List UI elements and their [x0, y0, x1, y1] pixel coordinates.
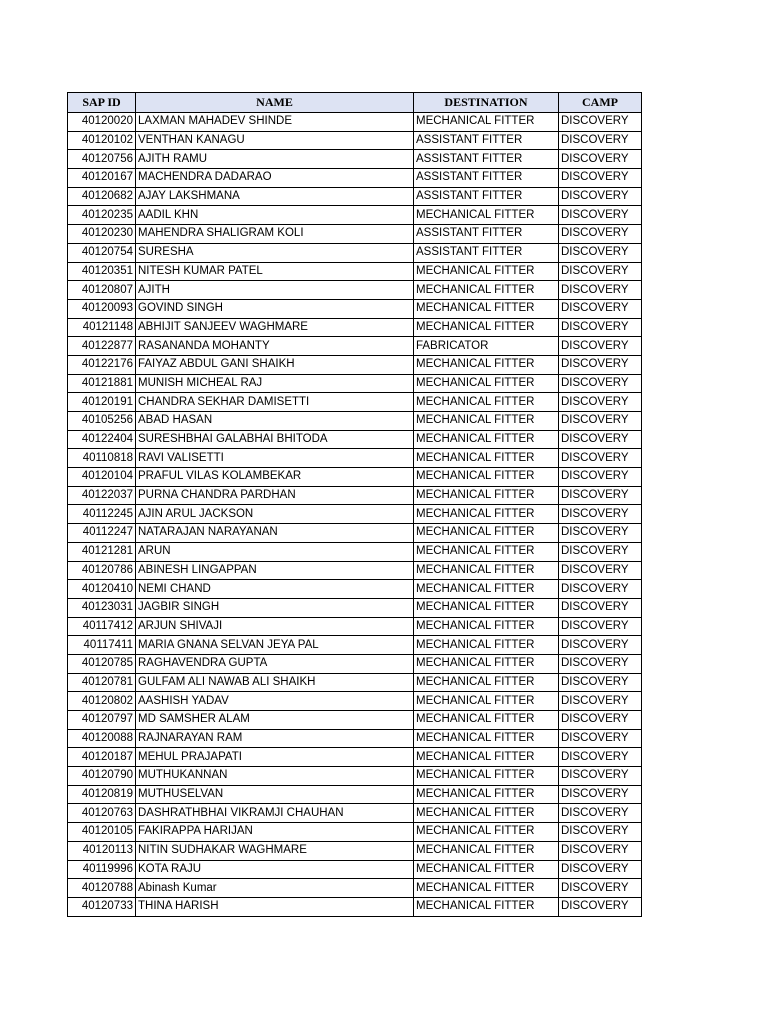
name-cell: MACHENDRA DADARAO — [136, 169, 414, 188]
camp-cell: DISCOVERY — [559, 561, 642, 580]
header-row — [68, 93, 642, 113]
name-cell: ABINESH LINGAPPAN — [136, 561, 414, 580]
sap-id-cell: 40120020 — [68, 113, 136, 132]
name-cell: SURESHBHAI GALABHAI BHITODA — [136, 430, 414, 449]
camp-cell: DISCOVERY — [559, 150, 642, 169]
name-cell: AADIL KHN — [136, 206, 414, 225]
sap-id-cell: 40120788 — [68, 879, 136, 898]
sap-id-cell: 40120819 — [68, 785, 136, 804]
table-row — [68, 879, 642, 898]
name-cell: MARIA GNANA SELVAN JEYA PAL — [136, 636, 414, 655]
table-row — [68, 299, 642, 318]
destination-cell: ASSISTANT FITTER — [414, 131, 559, 150]
destination-cell: MECHANICAL FITTER — [414, 374, 559, 393]
destination-cell: MECHANICAL FITTER — [414, 318, 559, 337]
sap-id-cell: 40120754 — [68, 243, 136, 262]
sap-id-cell: 40120167 — [68, 169, 136, 188]
camp-cell: DISCOVERY — [559, 449, 642, 468]
sap-id-cell: 40120756 — [68, 150, 136, 169]
camp-cell: DISCOVERY — [559, 113, 642, 132]
name-cell: THINA HARISH — [136, 897, 414, 916]
destination-cell: MECHANICAL FITTER — [414, 281, 559, 300]
table-row — [68, 636, 642, 655]
sap-id-cell: 40120088 — [68, 729, 136, 748]
camp-cell: DISCOVERY — [559, 767, 642, 786]
name-cell: RAVI VALISETTI — [136, 449, 414, 468]
sap-id-cell: 40120763 — [68, 804, 136, 823]
table-row — [68, 393, 642, 412]
destination-cell: MECHANICAL FITTER — [414, 486, 559, 505]
camp-cell: DISCOVERY — [559, 206, 642, 225]
name-cell: ABAD HASAN — [136, 412, 414, 431]
name-cell: RAGHAVENDRA GUPTA — [136, 654, 414, 673]
name-cell: MUTHUSELVAN — [136, 785, 414, 804]
destination-cell: MECHANICAL FITTER — [414, 767, 559, 786]
destination-cell: MECHANICAL FITTER — [414, 823, 559, 842]
destination-cell: MECHANICAL FITTER — [414, 636, 559, 655]
table-row — [68, 243, 642, 262]
table-row — [68, 692, 642, 711]
table-row — [68, 841, 642, 860]
destination-cell: MECHANICAL FITTER — [414, 412, 559, 431]
name-cell: MEHUL PRAJAPATI — [136, 748, 414, 767]
sap-id-cell: 40117411 — [68, 636, 136, 655]
camp-cell: DISCOVERY — [559, 617, 642, 636]
camp-cell: DISCOVERY — [559, 374, 642, 393]
employee-table — [67, 92, 642, 917]
sap-id-cell: 40119996 — [68, 860, 136, 879]
destination-cell: MECHANICAL FITTER — [414, 524, 559, 543]
sap-id-cell: 40120191 — [68, 393, 136, 412]
sap-id-cell: 40112245 — [68, 505, 136, 524]
camp-cell: DISCOVERY — [559, 729, 642, 748]
camp-cell: DISCOVERY — [559, 654, 642, 673]
header-destination: DESTINATION — [414, 93, 559, 113]
sap-id-cell: 40120781 — [68, 673, 136, 692]
table-row — [68, 804, 642, 823]
sap-id-cell: 40120807 — [68, 281, 136, 300]
camp-cell: DISCOVERY — [559, 505, 642, 524]
camp-cell: DISCOVERY — [559, 131, 642, 150]
destination-cell: ASSISTANT FITTER — [414, 150, 559, 169]
camp-cell: DISCOVERY — [559, 412, 642, 431]
camp-cell: DISCOVERY — [559, 748, 642, 767]
sap-id-cell: 40120104 — [68, 468, 136, 487]
sap-id-cell: 40120230 — [68, 225, 136, 244]
name-cell: RASANANDA MOHANTY — [136, 337, 414, 356]
name-cell: PURNA CHANDRA PARDHAN — [136, 486, 414, 505]
name-cell: DASHRATHBHAI VIKRAMJI CHAUHAN — [136, 804, 414, 823]
table-row — [68, 673, 642, 692]
destination-cell: MECHANICAL FITTER — [414, 860, 559, 879]
destination-cell: MECHANICAL FITTER — [414, 113, 559, 132]
table-row — [68, 355, 642, 374]
table-row — [68, 617, 642, 636]
sap-id-cell: 40120802 — [68, 692, 136, 711]
destination-cell: MECHANICAL FITTER — [414, 785, 559, 804]
camp-cell: DISCOVERY — [559, 393, 642, 412]
name-cell: AJITH RAMU — [136, 150, 414, 169]
table-row — [68, 225, 642, 244]
destination-cell: MECHANICAL FITTER — [414, 711, 559, 730]
camp-cell: DISCOVERY — [559, 711, 642, 730]
name-cell: FAIYAZ ABDUL GANI SHAIKH — [136, 355, 414, 374]
sap-id-cell: 40120790 — [68, 767, 136, 786]
name-cell: GOVIND SINGH — [136, 299, 414, 318]
name-cell: AJIN ARUL JACKSON — [136, 505, 414, 524]
sap-id-cell: 40120785 — [68, 654, 136, 673]
destination-cell: MECHANICAL FITTER — [414, 468, 559, 487]
table-row — [68, 505, 642, 524]
destination-cell: MECHANICAL FITTER — [414, 897, 559, 916]
destination-cell: MECHANICAL FITTER — [414, 748, 559, 767]
destination-cell: ASSISTANT FITTER — [414, 187, 559, 206]
sap-id-cell: 40123031 — [68, 598, 136, 617]
name-cell: JAGBIR SINGH — [136, 598, 414, 617]
destination-cell: MECHANICAL FITTER — [414, 804, 559, 823]
header-camp: CAMP — [559, 93, 642, 113]
table-row — [68, 711, 642, 730]
sap-id-cell: 40120187 — [68, 748, 136, 767]
table-row — [68, 281, 642, 300]
destination-cell: MECHANICAL FITTER — [414, 673, 559, 692]
camp-cell: DISCOVERY — [559, 225, 642, 244]
name-cell: AJITH — [136, 281, 414, 300]
camp-cell: DISCOVERY — [559, 299, 642, 318]
camp-cell: DISCOVERY — [559, 262, 642, 281]
destination-cell: MECHANICAL FITTER — [414, 430, 559, 449]
table-row — [68, 524, 642, 543]
camp-cell: DISCOVERY — [559, 860, 642, 879]
destination-cell: FABRICATOR — [414, 337, 559, 356]
destination-cell: MECHANICAL FITTER — [414, 654, 559, 673]
name-cell: ARJUN SHIVAJI — [136, 617, 414, 636]
sap-id-cell: 40105256 — [68, 412, 136, 431]
destination-cell: MECHANICAL FITTER — [414, 841, 559, 860]
camp-cell: DISCOVERY — [559, 673, 642, 692]
destination-cell: MECHANICAL FITTER — [414, 449, 559, 468]
table-row — [68, 580, 642, 599]
sap-id-cell: 40120102 — [68, 131, 136, 150]
destination-cell: ASSISTANT FITTER — [414, 169, 559, 188]
table-row — [68, 823, 642, 842]
camp-cell: DISCOVERY — [559, 468, 642, 487]
name-cell: Abinash Kumar — [136, 879, 414, 898]
camp-cell: DISCOVERY — [559, 804, 642, 823]
destination-cell: MECHANICAL FITTER — [414, 598, 559, 617]
destination-cell: MECHANICAL FITTER — [414, 729, 559, 748]
destination-cell: MECHANICAL FITTER — [414, 393, 559, 412]
name-cell: MUNISH MICHEAL RAJ — [136, 374, 414, 393]
name-cell: GULFAM ALI NAWAB ALI SHAIKH — [136, 673, 414, 692]
camp-cell: DISCOVERY — [559, 243, 642, 262]
name-cell: RAJNARAYAN RAM — [136, 729, 414, 748]
destination-cell: ASSISTANT FITTER — [414, 225, 559, 244]
sap-id-cell: 40112247 — [68, 524, 136, 543]
sap-id-cell: 40110818 — [68, 449, 136, 468]
employee-sheet — [67, 92, 642, 917]
sap-id-cell: 40121281 — [68, 542, 136, 561]
table-row — [68, 468, 642, 487]
table-body — [68, 113, 642, 917]
table-row — [68, 897, 642, 916]
camp-cell: DISCOVERY — [559, 879, 642, 898]
sap-id-cell: 40120410 — [68, 580, 136, 599]
name-cell: NITESH KUMAR PATEL — [136, 262, 414, 281]
table-row — [68, 113, 642, 132]
camp-cell: DISCOVERY — [559, 598, 642, 617]
table-row — [68, 748, 642, 767]
destination-cell: MECHANICAL FITTER — [414, 580, 559, 599]
table-row — [68, 561, 642, 580]
table-row — [68, 486, 642, 505]
header-sap-id: SAP ID — [68, 93, 136, 113]
destination-cell: MECHANICAL FITTER — [414, 355, 559, 374]
table-row — [68, 412, 642, 431]
table-row — [68, 598, 642, 617]
camp-cell: DISCOVERY — [559, 636, 642, 655]
destination-cell: MECHANICAL FITTER — [414, 692, 559, 711]
name-cell: VENTHAN KANAGU — [136, 131, 414, 150]
table-row — [68, 430, 642, 449]
table-row — [68, 542, 642, 561]
table-row — [68, 337, 642, 356]
table-row — [68, 449, 642, 468]
sap-id-cell: 40121148 — [68, 318, 136, 337]
table-row — [68, 318, 642, 337]
destination-cell: MECHANICAL FITTER — [414, 879, 559, 898]
table-row — [68, 262, 642, 281]
table-row — [68, 860, 642, 879]
name-cell: MUTHUKANNAN — [136, 767, 414, 786]
destination-cell: MECHANICAL FITTER — [414, 206, 559, 225]
sap-id-cell: 40120351 — [68, 262, 136, 281]
name-cell: ABHIJIT SANJEEV WAGHMARE — [136, 318, 414, 337]
name-cell: NITIN SUDHAKAR WAGHMARE — [136, 841, 414, 860]
name-cell: KOTA RAJU — [136, 860, 414, 879]
sap-id-cell: 40120113 — [68, 841, 136, 860]
camp-cell: DISCOVERY — [559, 281, 642, 300]
name-cell: ARUN — [136, 542, 414, 561]
camp-cell: DISCOVERY — [559, 580, 642, 599]
camp-cell: DISCOVERY — [559, 355, 642, 374]
sap-id-cell: 40122176 — [68, 355, 136, 374]
table-row — [68, 785, 642, 804]
camp-cell: DISCOVERY — [559, 897, 642, 916]
camp-cell: DISCOVERY — [559, 841, 642, 860]
table-row — [68, 729, 642, 748]
sap-id-cell: 40120797 — [68, 711, 136, 730]
sap-id-cell: 40120105 — [68, 823, 136, 842]
table-row — [68, 187, 642, 206]
camp-cell: DISCOVERY — [559, 337, 642, 356]
name-cell: AASHISH YADAV — [136, 692, 414, 711]
camp-cell: DISCOVERY — [559, 187, 642, 206]
sap-id-cell: 40120093 — [68, 299, 136, 318]
name-cell: LAXMAN MAHADEV SHINDE — [136, 113, 414, 132]
sap-id-cell: 40122404 — [68, 430, 136, 449]
camp-cell: DISCOVERY — [559, 785, 642, 804]
name-cell: MD SAMSHER ALAM — [136, 711, 414, 730]
destination-cell: MECHANICAL FITTER — [414, 542, 559, 561]
sap-id-cell: 40117412 — [68, 617, 136, 636]
sap-id-cell: 40120682 — [68, 187, 136, 206]
header-name: NAME — [136, 93, 414, 113]
camp-cell: DISCOVERY — [559, 430, 642, 449]
camp-cell: DISCOVERY — [559, 823, 642, 842]
name-cell: AJAY LAKSHMANA — [136, 187, 414, 206]
sap-id-cell: 40122037 — [68, 486, 136, 505]
table-row — [68, 374, 642, 393]
table-row — [68, 206, 642, 225]
destination-cell: MECHANICAL FITTER — [414, 617, 559, 636]
sap-id-cell: 40120235 — [68, 206, 136, 225]
camp-cell: DISCOVERY — [559, 692, 642, 711]
camp-cell: DISCOVERY — [559, 169, 642, 188]
destination-cell: ASSISTANT FITTER — [414, 243, 559, 262]
name-cell: FAKIRAPPA HARIJAN — [136, 823, 414, 842]
destination-cell: MECHANICAL FITTER — [414, 561, 559, 580]
name-cell: PRAFUL VILAS KOLAMBEKAR — [136, 468, 414, 487]
destination-cell: MECHANICAL FITTER — [414, 262, 559, 281]
table-row — [68, 169, 642, 188]
table-row — [68, 131, 642, 150]
camp-cell: DISCOVERY — [559, 524, 642, 543]
table-row — [68, 654, 642, 673]
name-cell: MAHENDRA SHALIGRAM KOLI — [136, 225, 414, 244]
table-row — [68, 150, 642, 169]
sap-id-cell: 40121881 — [68, 374, 136, 393]
sap-id-cell: 40120733 — [68, 897, 136, 916]
name-cell: CHANDRA SEKHAR DAMISETTI — [136, 393, 414, 412]
destination-cell: MECHANICAL FITTER — [414, 299, 559, 318]
name-cell: NATARAJAN NARAYANAN — [136, 524, 414, 543]
table-row — [68, 767, 642, 786]
sap-id-cell: 40120786 — [68, 561, 136, 580]
name-cell: NEMI CHAND — [136, 580, 414, 599]
destination-cell: MECHANICAL FITTER — [414, 505, 559, 524]
sap-id-cell: 40122877 — [68, 337, 136, 356]
name-cell: SURESHA — [136, 243, 414, 262]
camp-cell: DISCOVERY — [559, 542, 642, 561]
camp-cell: DISCOVERY — [559, 318, 642, 337]
camp-cell: DISCOVERY — [559, 486, 642, 505]
